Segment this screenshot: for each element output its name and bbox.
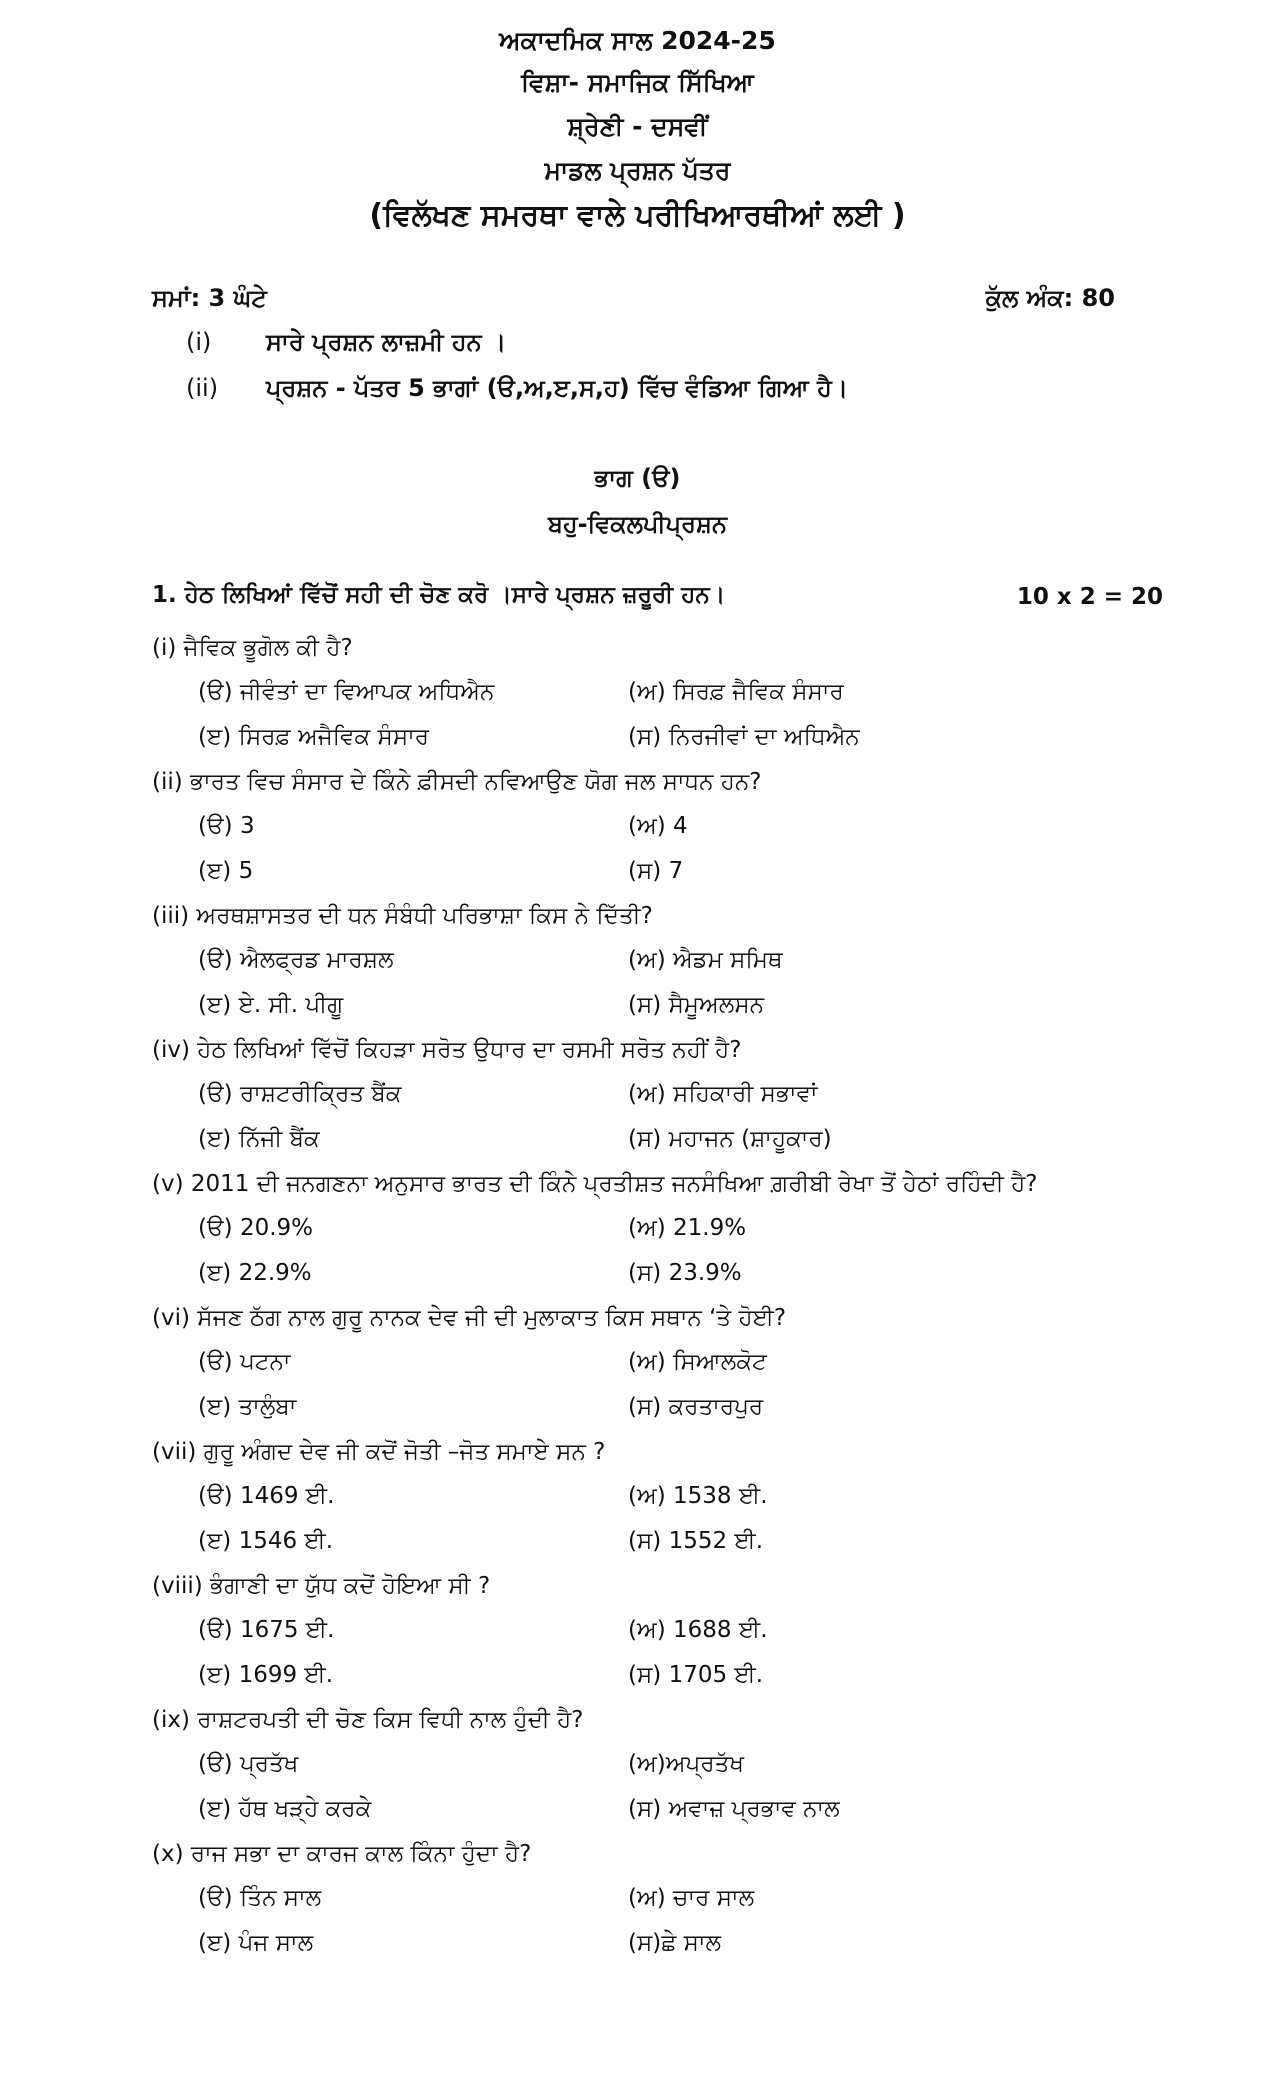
question-text: (iv) ਹੇਠ ਲਿਖਿਆਂ ਵਿੱਚੋਂ ਕਿਹੜਾ ਸਰੋਤ ਉਧਾਰ ਦਾ ਰਸਮੀ ਸਰੋਤ ਨਹੀਂ ਹੈ? <box>152 1037 742 1063</box>
option-d: (ਸ) 1705 ਈ. <box>628 1662 764 1688</box>
option-row <box>152 1742 1182 1787</box>
time-allowed: ਸਮਾਂ: 3 ਘੰਟੇ <box>152 284 267 312</box>
option-row <box>152 1340 1182 1385</box>
option-d: (ਸ) ਮਹਾਜਨ (ਸ਼ਾਹੂਕਾਰ) <box>628 1126 832 1152</box>
option-d: (ਸ) ਨਿਰਜੀਵਾਂ ਦਾ ਅਧਿਐਨ <box>628 724 860 750</box>
total-marks: ਕੁੱਲ ਅੰਕ: 80 <box>985 284 1115 312</box>
instruction-text: ਸਾਰੇ ਪ੍ਰਸ਼ਨ ਲਾਜ਼ਮੀ ਹਨ । <box>266 328 507 356</box>
option-c: (ੲ) ਤਾਲੁੰਬਾ <box>198 1394 297 1420</box>
instruction-number: (ii) <box>186 374 219 402</box>
subject-heading: ਵਿਸ਼ਾ- ਸਮਾਜਿਕ ਸਿੱਖਿਆ <box>521 68 754 97</box>
question-text: (viii) ਭੰਗਾਣੀ ਦਾ ਯੁੱਧ ਕਦੋਂ ਹੋਇਆ ਸੀ ? <box>152 1573 491 1599</box>
option-a: (ੳ) ਤਿੰਨ ਸਾਲ <box>198 1885 322 1911</box>
question-heading: 1. ਹੇਠ ਲਿਖਿਆਂ ਵਿੱਚੋਂ ਸਹੀ ਦੀ ਚੋਣ ਕਰੋ ।ਸਾਰੇ ਪ੍ਰਸ਼ਨ ਜ਼ਰੂਰੀ ਹਨ। <box>152 582 726 608</box>
option-b: (ਅ) 1538 ਈ. <box>628 1483 768 1509</box>
instruction-text: ਪ੍ਰਸ਼ਨ - ਪੱਤਰ 5 ਭਾਗਾਂ (ੳ,ਅ,ੲ,ਸ,ਹ) ਵਿੱਚ ਵੰਡਿਆ ਗਿਆ ਹੈ। <box>266 374 849 402</box>
option-row <box>152 1787 1182 1832</box>
option-row <box>152 670 1182 715</box>
section-subtitle: ਬਹੁ-ਵਿਕਲਪੀਪ੍ਰਸ਼ਨ <box>547 510 728 538</box>
class-heading: ਸ਼੍ਰੇਣੀ - ਦਸਵੀਂ <box>567 112 708 141</box>
option-row <box>152 1206 1182 1251</box>
question-item <box>152 1430 1182 1564</box>
option-b: (ਅ) 1688 ਈ. <box>628 1617 768 1643</box>
option-c: (ੲ) ਏ. ਸੀ. ਪੀਗੂ <box>198 992 344 1018</box>
option-b: (ਅ) ਐਡਮ ਸਮਿਥ <box>628 947 783 973</box>
question-item <box>152 760 1182 894</box>
academic-year-heading: ਅਕਾਦਮਿਕ ਸਾਲ 2024-25 <box>499 26 776 55</box>
option-row <box>152 715 1182 760</box>
option-c: (ੲ) ਪੰਜ ਸਾਲ <box>198 1930 314 1956</box>
option-c: (ੲ) 1546 ਈ. <box>198 1528 334 1554</box>
instruction-number: (i) <box>186 328 212 356</box>
question-item <box>152 1028 1182 1162</box>
option-row <box>152 849 1182 894</box>
option-b: (ਅ) ਸਹਿਕਾਰੀ ਸਭਾਵਾਂ <box>628 1081 818 1107</box>
option-row <box>152 1385 1182 1430</box>
question-text: (iii) ਅਰਥਸ਼ਾਸਤਰ ਦੀ ਧਨ ਸੰਬੰਧੀ ਪਰਿਭਾਸ਼ਾ ਕਿਸ ਨੇ ਦਿੱਤੀ? <box>152 903 653 929</box>
option-row <box>152 1876 1182 1921</box>
question-item <box>152 1698 1182 1832</box>
option-a: (ੳ) ਰਾਸ਼ਟਰੀਕ੍ਰਿਤ ਬੈਂਕ <box>198 1081 402 1107</box>
option-b: (ਅ) 21.9% <box>628 1215 747 1241</box>
question-item <box>152 1162 1182 1296</box>
option-b: (ਅ) ਸਿਆਲਕੋਟ <box>628 1349 767 1375</box>
option-row <box>152 1519 1182 1564</box>
option-d: (ਸ) ਸੈਮੂਅਲਸਨ <box>628 992 765 1018</box>
option-d: (ਸ) ਕਰਤਾਰਪੁਰ <box>628 1394 764 1420</box>
question-text: (v) 2011 ਦੀ ਜਨਗਣਨਾ ਅਨੁਸਾਰ ਭਾਰਤ ਦੀ ਕਿੰਨੇ ਪ੍ਰਤੀਸ਼ਤ ਜਨਸੰਖਿਆ ਗ਼ਰੀਬੀ ਰੇਖਾ ਤੋਂ ਹੇਠਾਂ ਰਹਿੰਦੀ ਹੈ? <box>152 1171 1038 1197</box>
option-a: (ੳ) 1469 ਈ. <box>198 1483 335 1509</box>
option-b: (ਅ) ਸਿਰਫ਼ ਜੈਵਿਕ ਸੰਸਾਰ <box>628 679 844 705</box>
option-d: (ਸ) 23.9% <box>628 1260 742 1286</box>
option-c: (ੲ) 1699 ਈ. <box>198 1662 334 1688</box>
option-a: (ੳ) ਪਟਨਾ <box>198 1349 291 1375</box>
question-text: (x) ਰਾਜ ਸਭਾ ਦਾ ਕਾਰਜ ਕਾਲ ਕਿੰਨਾ ਹੁੰਦਾ ਹੈ? <box>152 1841 532 1867</box>
option-row <box>152 1072 1182 1117</box>
option-row <box>152 938 1182 983</box>
section-title: ਭਾਗ (ੳ) <box>594 464 681 492</box>
option-a: (ੳ) ਜੀਵੰਤਾਂ ਦਾ ਵਿਆਪਕ ਅਧਿਐਨ <box>198 679 495 705</box>
option-a: (ੳ) 20.9% <box>198 1215 314 1241</box>
option-a: (ੳ) 3 <box>198 813 255 839</box>
option-row <box>152 1921 1182 1966</box>
option-row <box>152 1653 1182 1698</box>
question-item <box>152 1564 1182 1698</box>
question-text: (vi) ਸੱਜਣ ਠੱਗ ਨਾਲ ਗੁਰੂ ਨਾਨਕ ਦੇਵ ਜੀ ਦੀ ਮੁਲਾਕਾਤ ਕਿਸ ਸਥਾਨ ‘ਤੇ ਹੋਈ? <box>152 1305 787 1331</box>
option-d: (ਸ) ਅਵਾਜ਼ ਪ੍ਰਭਾਵ ਨਾਲ <box>628 1796 840 1822</box>
option-row <box>152 1117 1182 1162</box>
option-c: (ੲ) 22.9% <box>198 1260 312 1286</box>
option-b: (ਅ) 4 <box>628 813 688 839</box>
option-row <box>152 1251 1182 1296</box>
instruction-item <box>186 328 506 356</box>
option-row <box>152 1608 1182 1653</box>
option-d: (ਸ) 7 <box>628 858 684 884</box>
question-text: (ix) ਰਾਸ਼ਟਰਪਤੀ ਦੀ ਚੋਣ ਕਿਸ ਵਿਧੀ ਨਾਲ ਹੁੰਦੀ ਹੈ? <box>152 1707 584 1733</box>
option-b: (ਅ)ਅਪ੍ਰਤੱਖ <box>628 1751 744 1777</box>
question-item <box>152 1832 1182 1966</box>
option-row <box>152 1474 1182 1519</box>
question-item <box>152 626 1182 760</box>
option-c: (ੲ) 5 <box>198 858 254 884</box>
question-marks: 10 x 2 = 20 <box>1016 584 1163 610</box>
option-row <box>152 983 1182 1028</box>
option-c: (ੲ) ਸਿਰਫ਼ ਅਜੈਵਿਕ ਸੰਸਾਰ <box>198 724 430 750</box>
question-text: (i) ਜੈਵਿਕ ਭੂਗੋਲ ਕੀ ਹੈ? <box>152 635 353 661</box>
option-d: (ਸ) 1552 ਈ. <box>628 1528 764 1554</box>
option-row <box>152 804 1182 849</box>
option-c: (ੲ) ਨਿੱਜੀ ਬੈਂਕ <box>198 1126 320 1152</box>
question-text: (ii) ਭਾਰਤ ਵਿਚ ਸੰਸਾਰ ਦੇ ਕਿੰਨੇ ਫ਼ੀਸਦੀ ਨਵਿਆਉਣ ਯੋਗ ਜਲ ਸਾਧਨ ਹਨ? <box>152 769 762 795</box>
question-item <box>152 894 1182 1028</box>
option-a: (ੳ) 1675 ਈ. <box>198 1617 335 1643</box>
audience-heading: (ਵਿਲੱਖਣ ਸਮਰਥਾ ਵਾਲੇ ਪਰੀਖਿਆਰਥੀਆਂ ਲਈ ) <box>369 198 906 233</box>
option-b: (ਅ) ਚਾਰ ਸਾਲ <box>628 1885 755 1911</box>
option-a: (ੳ) ਪ੍ਰਤੱਖ <box>198 1751 299 1777</box>
option-c: (ੲ) ਹੱਥ ਖੜ੍ਹੇ ਕਰਕੇ <box>198 1796 372 1822</box>
option-d: (ਸ)ਛੇ ਸਾਲ <box>628 1930 722 1956</box>
instruction-item <box>186 374 848 402</box>
question-item <box>152 1296 1182 1430</box>
question-list <box>152 626 1182 1966</box>
option-a: (ੳ) ਐਲਫ੍ਰਡ ਮਾਰਸ਼ਲ <box>198 947 394 973</box>
paper-type-heading: ਮਾਡਲ ਪ੍ਰਸ਼ਨ ਪੱਤਰ <box>544 156 731 185</box>
question-text: (vii) ਗੁਰੂ ਅੰਗਦ ਦੇਵ ਜੀ ਕਦੋਂ ਜੋਤੀ –ਜੋਤ ਸਮਾਏ ਸਨ ? <box>152 1439 606 1465</box>
